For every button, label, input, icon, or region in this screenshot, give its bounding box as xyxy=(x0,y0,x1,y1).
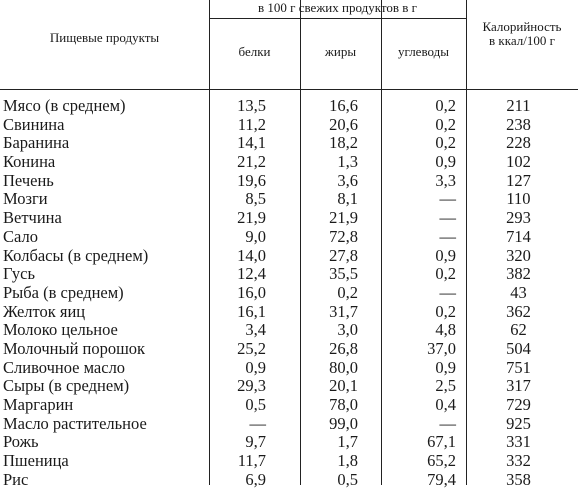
table-row xyxy=(0,452,578,471)
table-row xyxy=(0,396,578,415)
fat-value: 99,0 xyxy=(329,413,358,433)
table-row xyxy=(0,134,578,153)
table-row xyxy=(0,209,578,228)
protein-value: 29,3 xyxy=(237,376,266,396)
fat-value: 1,3 xyxy=(337,152,358,172)
table-row xyxy=(0,433,578,452)
product-name: Рыба (в среднем) xyxy=(3,282,124,302)
fat-value: 8,1 xyxy=(337,189,358,209)
calories-value: 211 xyxy=(506,96,531,115)
calories-value: 382 xyxy=(506,264,531,284)
carbs-value: 67,1 xyxy=(427,432,456,452)
protein-value: 6,9 xyxy=(245,469,266,489)
protein-value: 3,4 xyxy=(245,320,266,340)
header-calories: Калорийность в ккал/100 г xyxy=(482,19,562,48)
protein-value: 16,0 xyxy=(237,282,266,302)
carbs-value: 0,4 xyxy=(435,395,456,414)
carbs-value: — xyxy=(439,208,456,228)
table-row xyxy=(0,340,578,359)
carbs-value: 65,2 xyxy=(427,451,456,471)
fat-value: 16,6 xyxy=(329,96,358,115)
protein-value: 14,1 xyxy=(237,133,266,153)
product-name: Конина xyxy=(3,152,56,172)
carbs-value: — xyxy=(439,282,456,302)
carbs-value: 37,0 xyxy=(427,338,456,358)
calories-value: 925 xyxy=(506,413,531,433)
table-row xyxy=(0,116,578,135)
table-row xyxy=(0,284,578,303)
product-name: Гусь xyxy=(3,264,36,284)
carbs-value: 0,2 xyxy=(435,301,456,321)
product-name: Маргарин xyxy=(3,395,74,414)
table-header-subrule xyxy=(209,18,466,19)
carbs-value: 79,4 xyxy=(427,469,456,489)
carbs-value: 3,3 xyxy=(435,170,456,190)
carbs-value: 0,9 xyxy=(435,245,456,265)
carbs-value: 0,2 xyxy=(435,96,456,115)
calories-value: 358 xyxy=(506,469,531,489)
calories-value: 228 xyxy=(506,133,531,153)
carbs-value: 0,9 xyxy=(435,152,456,172)
fat-value: 80,0 xyxy=(329,357,358,377)
carbs-value: — xyxy=(439,189,456,209)
table-row xyxy=(0,321,578,340)
fat-value: 20,1 xyxy=(329,376,358,396)
protein-value: 16,1 xyxy=(237,301,266,321)
carbs-value: — xyxy=(439,413,456,433)
carbs-value: 0,2 xyxy=(435,133,456,153)
product-name: Мозги xyxy=(3,189,48,209)
table-row xyxy=(0,153,578,172)
product-name: Желток яиц xyxy=(3,301,86,321)
carbs-value: 0,2 xyxy=(435,264,456,284)
calories-value: 110 xyxy=(506,189,531,209)
calories-value: 238 xyxy=(506,114,531,134)
product-name: Мясо (в среднем) xyxy=(3,96,126,115)
protein-value: 25,2 xyxy=(237,338,266,358)
fat-value: 3,6 xyxy=(337,170,358,190)
carbs-value: — xyxy=(439,226,456,246)
protein-value: 14,0 xyxy=(237,245,266,265)
protein-value: 8,5 xyxy=(245,189,266,209)
protein-value: 9,7 xyxy=(245,432,266,452)
calories-value: 317 xyxy=(506,376,531,396)
table-row xyxy=(0,247,578,266)
header-fat: жиры xyxy=(324,44,357,59)
fat-value: 0,2 xyxy=(337,282,358,302)
protein-value: 21,2 xyxy=(237,152,266,172)
table-row xyxy=(0,303,578,322)
fat-value: 72,8 xyxy=(329,226,358,246)
protein-value: 0,5 xyxy=(245,395,266,414)
table-header-rule xyxy=(0,89,578,90)
calories-value: 293 xyxy=(506,208,531,228)
fat-value: 78,0 xyxy=(329,395,358,414)
protein-value: 21,9 xyxy=(237,208,266,228)
protein-value: 13,5 xyxy=(237,96,266,115)
fat-value: 0,5 xyxy=(337,469,358,489)
table-row xyxy=(0,377,578,396)
fat-value: 26,8 xyxy=(329,338,358,358)
product-name: Сало xyxy=(3,226,38,246)
table-row xyxy=(0,415,578,434)
calories-value: 127 xyxy=(506,170,531,190)
table-body xyxy=(0,97,578,489)
fat-value: 1,8 xyxy=(337,451,358,471)
table-row xyxy=(0,471,578,489)
fat-value: 31,7 xyxy=(329,301,358,321)
table-row xyxy=(0,265,578,284)
product-name: Баранина xyxy=(3,133,70,153)
calories-value: 102 xyxy=(506,152,531,172)
table-row xyxy=(0,359,578,378)
table-row xyxy=(0,97,578,116)
calories-value: 362 xyxy=(506,301,531,321)
product-name: Пшеница xyxy=(3,451,69,471)
calories-value: 43 xyxy=(510,282,527,302)
table-row xyxy=(0,172,578,191)
carbs-value: 0,9 xyxy=(435,357,456,377)
product-name: Рожь xyxy=(3,432,39,452)
protein-value: 9,0 xyxy=(245,226,266,246)
product-name: Молочный порошок xyxy=(3,338,146,358)
fat-value: 35,5 xyxy=(329,264,358,284)
product-name: Ветчина xyxy=(3,208,62,228)
protein-value: 11,2 xyxy=(237,114,266,134)
fat-value: 1,7 xyxy=(337,432,358,452)
product-name: Масло растительное xyxy=(3,413,147,433)
header-carbs: углеводы xyxy=(398,44,449,59)
table-row xyxy=(0,228,578,247)
fat-value: 20,6 xyxy=(329,114,358,134)
calories-value: 320 xyxy=(506,245,531,265)
calories-value: 331 xyxy=(506,432,531,452)
product-name: Свинина xyxy=(3,114,65,134)
protein-value: 0,9 xyxy=(245,357,266,377)
product-name: Печень xyxy=(3,170,54,190)
product-name: Сливочное масло xyxy=(3,357,126,377)
protein-value: 12,4 xyxy=(237,264,266,284)
header-protein: белки xyxy=(238,44,271,59)
header-product: Пищевые продукты xyxy=(49,30,160,45)
calories-value: 714 xyxy=(506,226,531,246)
fat-value: 18,2 xyxy=(329,133,358,153)
table-row xyxy=(0,190,578,209)
protein-value: — xyxy=(249,413,266,433)
fat-value: 27,8 xyxy=(329,245,358,265)
calories-value: 62 xyxy=(510,320,527,340)
product-name: Молоко цельное xyxy=(3,320,118,340)
protein-value: 19,6 xyxy=(237,170,266,190)
carbs-value: 4,8 xyxy=(435,320,456,340)
carbs-value: 0,2 xyxy=(435,114,456,134)
header-group: в 100 г свежих продуктов в г xyxy=(258,0,417,15)
calories-value: 504 xyxy=(506,338,531,358)
product-name: Рис xyxy=(3,469,29,489)
protein-value: 11,7 xyxy=(237,451,266,471)
fat-value: 3,0 xyxy=(337,320,358,340)
calories-value: 332 xyxy=(506,451,531,471)
fat-value: 21,9 xyxy=(329,208,358,228)
calories-value: 729 xyxy=(506,395,531,414)
product-name: Сыры (в среднем) xyxy=(3,376,130,396)
product-name: Колбасы (в среднем) xyxy=(3,245,149,265)
carbs-value: 2,5 xyxy=(435,376,456,396)
calories-value: 751 xyxy=(506,357,531,377)
